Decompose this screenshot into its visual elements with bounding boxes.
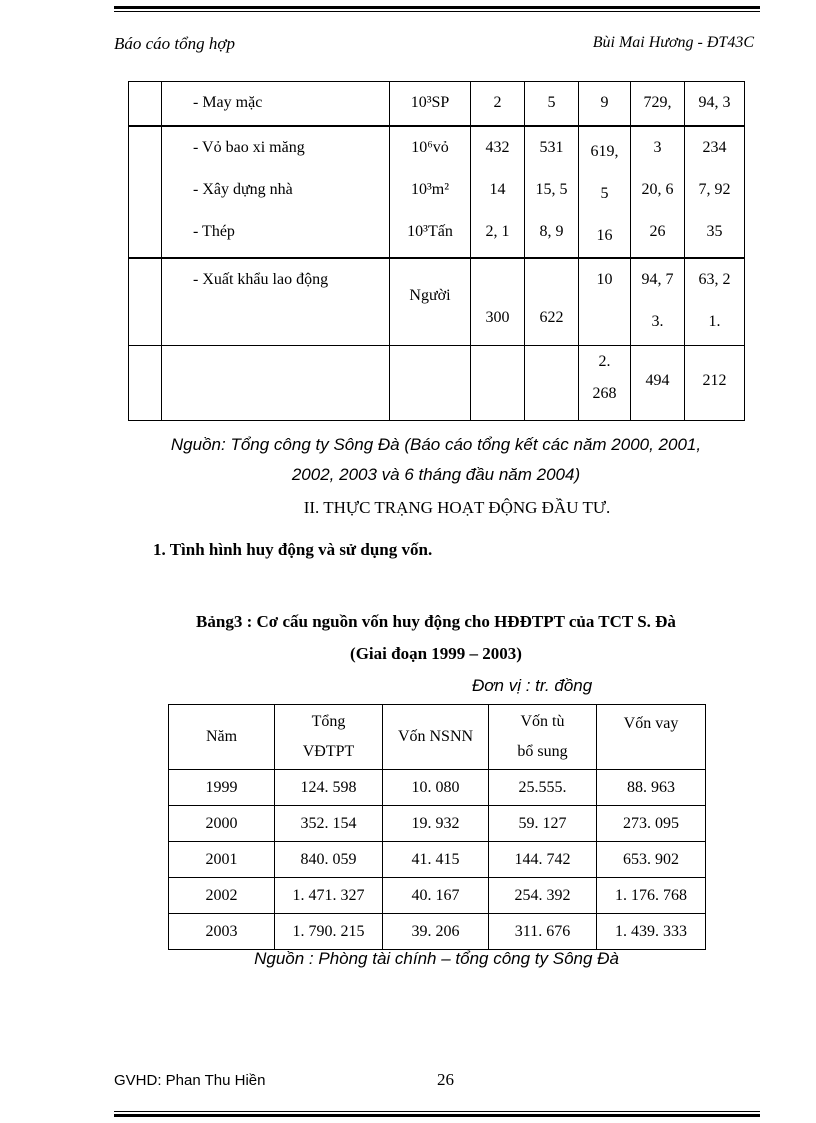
table2-caption: Bảng3 : Cơ cấu nguồn vốn huy động cho HĐĐTPT của TCT S. Đà [196,612,676,631]
table-row: - Vỏ bao xi măng - Xây dựng nhà - Thép 10⁶vỏ 10³m² 10³Tấn 432 14 2, 1 531 15, 5 8, 9 619, 5 16 3 20, 6 26 234 7, 92 35 [129,126,745,258]
top-rule [114,6,760,12]
table-header-row: Năm Tổng VĐTPT Vốn NSNN Vốn tù bổ sung Vốn vay [169,705,706,770]
table-row: 2. 268 494 212 [129,346,745,421]
table-row: 2002 1. 471. 327 40. 167 254. 392 1. 176. 768 [169,878,706,914]
section-title: II. THỰC TRẠNG HOẠT ĐỘNG ĐẦU TƯ. [303,498,611,517]
table1-source-line2: 2002, 2003 và 6 tháng đầu năm 2004) [291,465,581,484]
table2-source: Nguồn : Phòng tài chính – tổng công ty Sông Đà [254,949,619,968]
header-report-title: Báo cáo tổng hợp [114,34,235,53]
capital-structure-table [168,704,706,950]
footer-advisor: GVHD: Phan Thu Hiền [114,1072,266,1089]
table1-source-line1: Nguồn: Tổng công ty Sông Đà (Báo cáo tổng kết các năm 2000, 2001, [170,435,702,454]
subsection-title: 1. Tình hình huy động và sử dụng vốn. [153,540,433,559]
table2-period: (Giai đoạn 1999 – 2003) [350,644,522,663]
table-row: 1999 124. 598 10. 080 25.555. 88. 963 [169,770,706,806]
table-row: - Xuất khẩu lao động Người 300 622 10 94, 7 3. 63, 2 1. [129,258,745,346]
table-row: - May mặc 10³SP 2 5 9 729, 94, 3 [129,82,745,126]
production-table [128,81,745,421]
table-row: 2003 1. 790. 215 39. 206 311. 676 1. 439. 333 [169,914,706,950]
page-number: 26 [437,1070,454,1089]
table2-unit: Đơn vị : tr. đồng [472,676,593,695]
header-author: Bùi Mai Hương - ĐT43C [592,34,754,51]
table-row: 2001 840. 059 41. 415 144. 742 653. 902 [169,842,706,878]
table-row: 2000 352. 154 19. 932 59. 127 273. 095 [169,806,706,842]
bottom-rule [114,1111,760,1117]
